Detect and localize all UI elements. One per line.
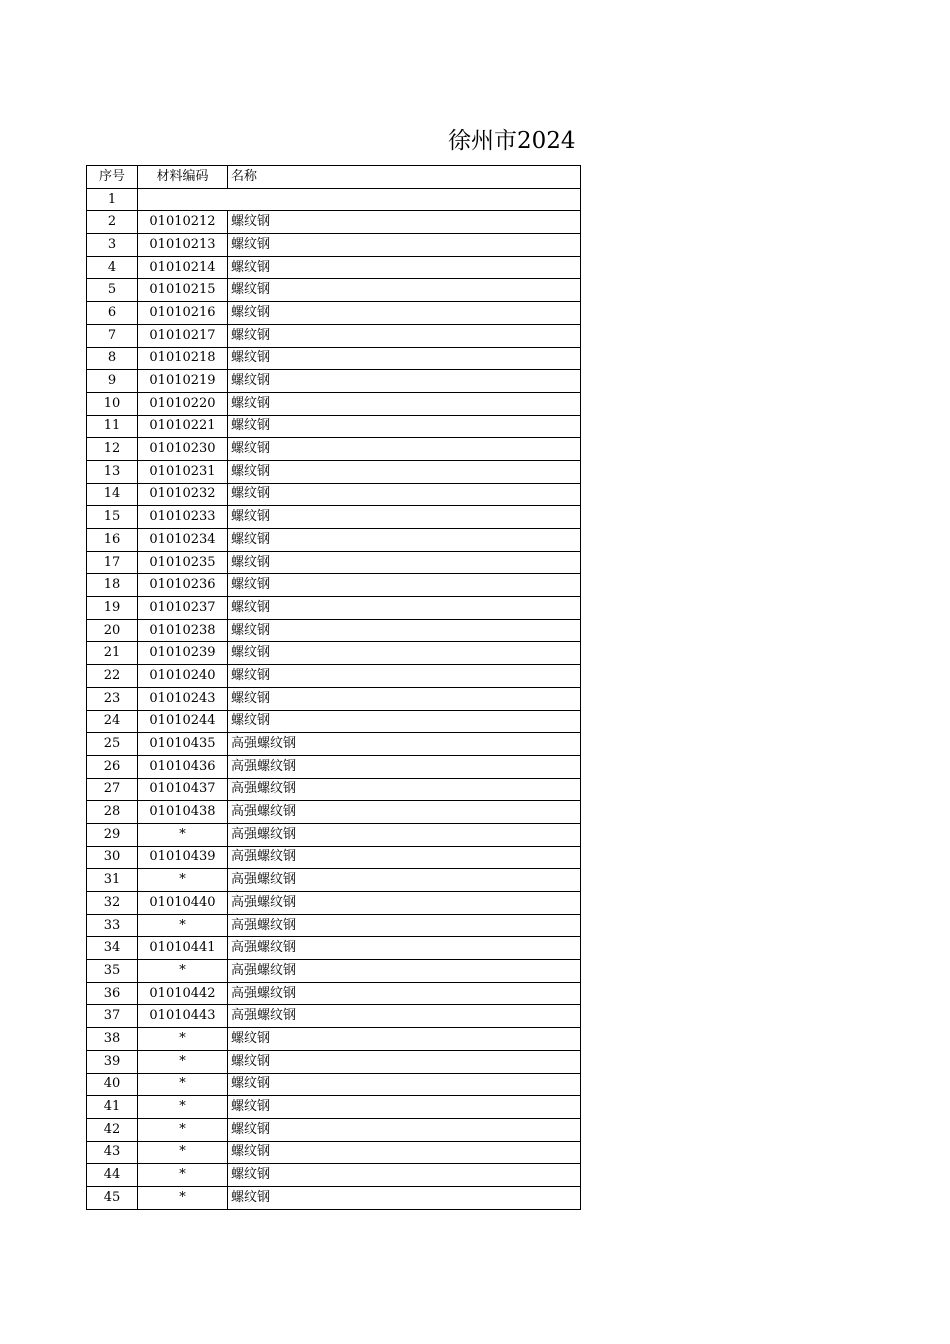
row-code: * — [138, 869, 228, 892]
row-name: 螺纹钢 — [228, 370, 581, 393]
row-name: 螺纹钢 — [228, 211, 581, 234]
row-name: 螺纹钢 — [228, 551, 581, 574]
table-row — [87, 483, 581, 506]
row-no: 44 — [87, 1164, 138, 1187]
header-name: 名称 — [228, 166, 581, 189]
row-name: 高强螺纹钢 — [228, 823, 581, 846]
row-code: 01010218 — [138, 347, 228, 370]
table-row — [87, 256, 581, 279]
row-name: 高强螺纹钢 — [228, 937, 581, 960]
row-name: 螺纹钢 — [228, 710, 581, 733]
row-no: 3 — [87, 234, 138, 257]
table-row — [87, 778, 581, 801]
row-no: 38 — [87, 1028, 138, 1051]
row-no: 25 — [87, 733, 138, 756]
row-name: 高强螺纹钢 — [228, 914, 581, 937]
row-code: 01010441 — [138, 937, 228, 960]
table-row — [87, 1164, 581, 1187]
row-code: 01010233 — [138, 506, 228, 529]
table-row — [87, 551, 581, 574]
row-no: 19 — [87, 597, 138, 620]
header-row — [87, 166, 581, 189]
table-row — [87, 302, 581, 325]
row-no: 40 — [87, 1073, 138, 1096]
row-code: * — [138, 960, 228, 983]
row-no: 41 — [87, 1096, 138, 1119]
row-no: 39 — [87, 1050, 138, 1073]
table-row — [87, 438, 581, 461]
row-code: * — [138, 1186, 228, 1209]
table-row — [87, 1118, 581, 1141]
row-code: 01010239 — [138, 642, 228, 665]
row-no: 20 — [87, 619, 138, 642]
table-row — [87, 1141, 581, 1164]
table-row — [87, 279, 581, 302]
row-name: 螺纹钢 — [228, 279, 581, 302]
row-no: 9 — [87, 370, 138, 393]
row-code: 01010243 — [138, 687, 228, 710]
row-name: 高强螺纹钢 — [228, 1005, 581, 1028]
title-clip — [448, 124, 579, 158]
table-row — [87, 823, 581, 846]
row-name: 高强螺纹钢 — [228, 846, 581, 869]
table-row — [87, 234, 581, 257]
table-row — [87, 1050, 581, 1073]
row-code: 01010213 — [138, 234, 228, 257]
row-name: 螺纹钢 — [228, 347, 581, 370]
row-no: 32 — [87, 892, 138, 915]
row-name: 高强螺纹钢 — [228, 801, 581, 824]
row-code: 01010234 — [138, 529, 228, 552]
table-row — [87, 597, 581, 620]
table-row — [87, 347, 581, 370]
row-name: 高强螺纹钢 — [228, 960, 581, 983]
row-name: 高强螺纹钢 — [228, 892, 581, 915]
row-name: 螺纹钢 — [228, 597, 581, 620]
row-code: 01010212 — [138, 211, 228, 234]
row-name: 螺纹钢 — [228, 415, 581, 438]
row-code: 01010230 — [138, 438, 228, 461]
row-code: 01010236 — [138, 574, 228, 597]
table-row — [87, 869, 581, 892]
row-no: 36 — [87, 982, 138, 1005]
row-no: 27 — [87, 778, 138, 801]
table-row — [87, 460, 581, 483]
row-code: 01010214 — [138, 256, 228, 279]
row-no: 18 — [87, 574, 138, 597]
row-name: 螺纹钢 — [228, 460, 581, 483]
row-code: 01010439 — [138, 846, 228, 869]
row-name: 高强螺纹钢 — [228, 778, 581, 801]
row-no: 8 — [87, 347, 138, 370]
row-code: 01010240 — [138, 665, 228, 688]
row-code: * — [138, 1096, 228, 1119]
row-name: 高强螺纹钢 — [228, 982, 581, 1005]
table-row — [87, 801, 581, 824]
row-code: 01010219 — [138, 370, 228, 393]
page-title: 徐州市2024 — [448, 128, 576, 154]
row-code: 01010437 — [138, 778, 228, 801]
row-code: * — [138, 1164, 228, 1187]
row-no: 1 — [87, 188, 138, 211]
table-row — [87, 892, 581, 915]
row-no: 24 — [87, 710, 138, 733]
row-code: 01010436 — [138, 755, 228, 778]
row-name: 螺纹钢 — [228, 438, 581, 461]
row-code: * — [138, 1118, 228, 1141]
table-row — [87, 324, 581, 347]
table-row — [87, 710, 581, 733]
row-no: 28 — [87, 801, 138, 824]
row-no: 4 — [87, 256, 138, 279]
row-code: 01010235 — [138, 551, 228, 574]
table-row — [87, 392, 581, 415]
row-name: 螺纹钢 — [228, 1118, 581, 1141]
row-code: 01010220 — [138, 392, 228, 415]
row-name: 螺纹钢 — [228, 574, 581, 597]
table-row — [87, 1096, 581, 1119]
table-row — [87, 211, 581, 234]
table-row — [87, 619, 581, 642]
row-name: 螺纹钢 — [228, 256, 581, 279]
row-name: 螺纹钢 — [228, 1028, 581, 1051]
row-name: 螺纹钢 — [228, 1050, 581, 1073]
table-row — [87, 665, 581, 688]
row-name: 螺纹钢 — [228, 483, 581, 506]
row-name: 螺纹钢 — [228, 234, 581, 257]
table-row — [87, 846, 581, 869]
row-no: 37 — [87, 1005, 138, 1028]
row-no: 10 — [87, 392, 138, 415]
row-no: 7 — [87, 324, 138, 347]
row-code: 01010443 — [138, 1005, 228, 1028]
table-row — [87, 370, 581, 393]
row-name: 螺纹钢 — [228, 687, 581, 710]
row-no: 31 — [87, 869, 138, 892]
table-body — [87, 166, 581, 1210]
row-code: 01010215 — [138, 279, 228, 302]
row-code: 01010244 — [138, 710, 228, 733]
table-row — [87, 982, 581, 1005]
row-no: 12 — [87, 438, 138, 461]
row-name: 螺纹钢 — [228, 1073, 581, 1096]
row-code: 01010442 — [138, 982, 228, 1005]
row-no: 11 — [87, 415, 138, 438]
row-name: 螺纹钢 — [228, 506, 581, 529]
row-no: 13 — [87, 460, 138, 483]
row-code: 01010216 — [138, 302, 228, 325]
row-no: 45 — [87, 1186, 138, 1209]
row-name: 螺纹钢 — [228, 642, 581, 665]
row-no: 21 — [87, 642, 138, 665]
row-code: 01010232 — [138, 483, 228, 506]
row-code: 01010238 — [138, 619, 228, 642]
row-name: 螺纹钢 — [228, 1141, 581, 1164]
row-name: 螺纹钢 — [228, 665, 581, 688]
row-no: 22 — [87, 665, 138, 688]
row-name: 螺纹钢 — [228, 302, 581, 325]
row-no: 5 — [87, 279, 138, 302]
row-no: 33 — [87, 914, 138, 937]
table-row — [87, 574, 581, 597]
row-code: 01010221 — [138, 415, 228, 438]
row-name: 螺纹钢 — [228, 1096, 581, 1119]
table-row — [87, 960, 581, 983]
row-name: 螺纹钢 — [228, 1164, 581, 1187]
row-no: 6 — [87, 302, 138, 325]
row-code: 01010438 — [138, 801, 228, 824]
row-merged-cell — [138, 188, 581, 211]
row-name: 螺纹钢 — [228, 392, 581, 415]
row-code: * — [138, 1073, 228, 1096]
table-row — [87, 1028, 581, 1051]
row-no: 34 — [87, 937, 138, 960]
table-row — [87, 506, 581, 529]
row-no: 30 — [87, 846, 138, 869]
row-name: 高强螺纹钢 — [228, 755, 581, 778]
row-name: 螺纹钢 — [228, 324, 581, 347]
table-row — [87, 687, 581, 710]
row-code: * — [138, 1028, 228, 1051]
header-code: 材料编码 — [138, 166, 228, 189]
row-name: 螺纹钢 — [228, 619, 581, 642]
table-row — [87, 642, 581, 665]
row-code: * — [138, 1141, 228, 1164]
row-no: 23 — [87, 687, 138, 710]
table-row — [87, 415, 581, 438]
row-no: 29 — [87, 823, 138, 846]
row-code: 01010231 — [138, 460, 228, 483]
table-row — [87, 188, 581, 211]
row-no: 35 — [87, 960, 138, 983]
row-code: * — [138, 914, 228, 937]
row-no: 26 — [87, 755, 138, 778]
material-table — [86, 165, 581, 1210]
table-row — [87, 1073, 581, 1096]
row-code: * — [138, 1050, 228, 1073]
table-row — [87, 1186, 581, 1209]
row-code: 01010435 — [138, 733, 228, 756]
row-code: 01010237 — [138, 597, 228, 620]
table-row — [87, 937, 581, 960]
table-row — [87, 914, 581, 937]
row-code: * — [138, 823, 228, 846]
row-no: 14 — [87, 483, 138, 506]
table-row — [87, 529, 581, 552]
row-no: 16 — [87, 529, 138, 552]
row-no: 42 — [87, 1118, 138, 1141]
row-no: 43 — [87, 1141, 138, 1164]
row-name: 螺纹钢 — [228, 1186, 581, 1209]
header-no: 序号 — [87, 166, 138, 189]
row-no: 17 — [87, 551, 138, 574]
row-name: 高强螺纹钢 — [228, 733, 581, 756]
row-no: 2 — [87, 211, 138, 234]
row-name: 高强螺纹钢 — [228, 869, 581, 892]
table-row — [87, 755, 581, 778]
row-no: 15 — [87, 506, 138, 529]
row-code: 01010217 — [138, 324, 228, 347]
row-name: 螺纹钢 — [228, 529, 581, 552]
table-row — [87, 1005, 581, 1028]
table-row — [87, 733, 581, 756]
row-code: 01010440 — [138, 892, 228, 915]
